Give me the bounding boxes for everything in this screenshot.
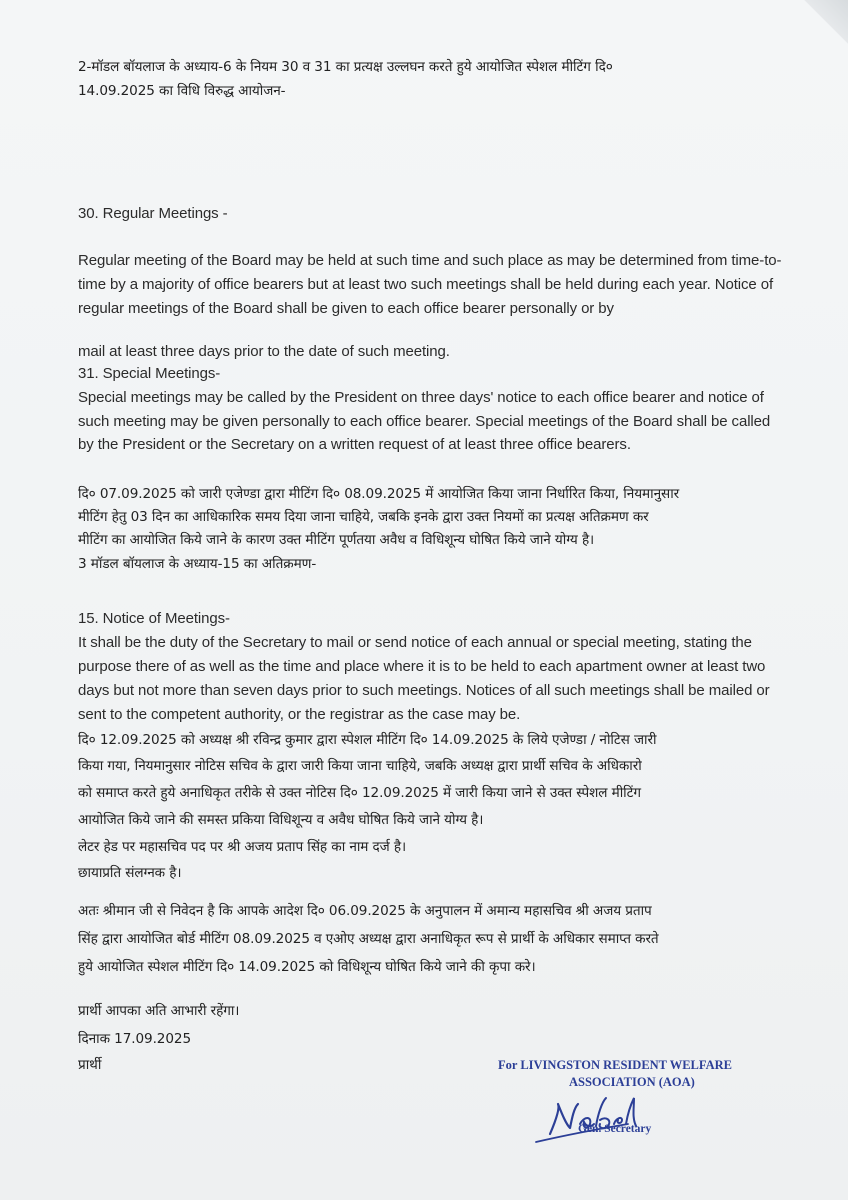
closing-line: प्रार्थी आपका अति आभारी रहेंगा। xyxy=(78,1003,240,1019)
hindi-paragraph-line: को समाप्त करते हुये अनाधिकृत तरीके से उक्त नोटिस दि० 12.09.2025 में जारी किया जाने से उक्त स्पेशल मीटिंग xyxy=(78,785,641,801)
heading-line-1: 2-मॉडल बॉयलाज के अध्याय-6 के नियम 30 व 31 का प्रत्यक्ष उल्लघन करते हुये आयोजित स्पेशल मीटिंग दि० xyxy=(78,59,613,75)
request-paragraph-line: अतः श्रीमान जी से निवेदन है कि आपके आदेश दि० 06.09.2025 के अनुपालन में अमान्य महासचिव श्री अजय प्रताप xyxy=(78,903,652,919)
rule-30-text-line: regular meetings of the Board shall be given to each office bearer personally or by xyxy=(78,300,614,317)
rule-31-text-line: by the President or the Secretary on a written request of at least three office bearers. xyxy=(78,436,631,453)
hindi-paragraph-line: आयोजित किये जाने की समस्त प्रकिया विधिशून्य व अवैध घोषित किये जाने योग्य है। xyxy=(78,812,484,828)
hindi-paragraph-line: मीटिंग का आयोजित किये जाने के कारण उक्त मीटिंग पूर्णतया अवैध व विधिशून्य घोषित किये जाने योग्य है। xyxy=(78,532,595,548)
hindi-paragraph-line: किया गया, नियमानुसार नोटिस सचिव के द्वारा जारी किया जाना चाहिये, जबकि अध्यक्ष द्वारा प्रार्थी सचिव के अधिकारो xyxy=(78,758,642,774)
rule-30-text-line: time by a majority of office bearers but at least two such meetings shall be held during each year. Notice of xyxy=(78,276,774,293)
stamp-line-1: For LIVINGSTON RESIDENT WELFARE xyxy=(498,1058,732,1072)
rule-30-text-line: Regular meeting of the Board may be held at such time and such place as may be determined from time-to- xyxy=(78,252,782,269)
rule-31-heading: 31. Special Meetings- xyxy=(78,365,221,382)
stamp-designation: Gen. Secretary xyxy=(578,1123,652,1135)
rule-15-text-line: sent to the competent authority, or the registrar as the case may be. xyxy=(78,706,521,723)
section-3-heading: 3 मॉडल बॉयलाज के अध्याय-15 का अतिक्रमण- xyxy=(78,556,317,572)
request-paragraph-line: हुये आयोजित स्पेशल मीटिंग दि० 14.09.2025 को विधिशून्य घोषित किये जाने की कृपा करे। xyxy=(78,959,536,975)
date-line: दिनाक 17.09.2025 xyxy=(78,1031,191,1047)
rule-15-text-line: It shall be the duty of the Secretary to mail or send notice of each annual or special meeting, stating the xyxy=(78,634,752,651)
signature-icon xyxy=(532,1090,682,1150)
hindi-paragraph-line: मीटिंग हेतु 03 दिन का आधिकारिक समय दिया जाना चाहिये, जबकि इनके द्वारा उक्त नियमों का प्रत्यक्ष अतिक्रमण कर xyxy=(78,509,649,525)
rule-15-heading: 15. Notice of Meetings- xyxy=(78,610,230,627)
rule-31-text-line: such meeting may be given personally to each office bearer. Special meetings of the Board shall be called xyxy=(78,413,771,430)
hindi-paragraph-line: लेटर हेड पर महासचिव पद पर श्री अजय प्रताप सिंह का नाम दर्ज है। xyxy=(78,839,407,855)
hindi-paragraph-line: दि० 12.09.2025 को अध्यक्ष श्री रविन्द्र कुमार द्वारा स्पेशल मीटिंग दि० 14.09.2025 के लिये एजेण्डा / नोटिस जारी xyxy=(78,732,657,748)
heading-line-2: 14.09.2025 का विधि विरुद्ध आयोजन- xyxy=(78,83,286,99)
rule-30-heading: 30. Regular Meetings - xyxy=(78,205,228,222)
stamp-line-2: ASSOCIATION (AOA) xyxy=(569,1075,695,1089)
request-paragraph-line: सिंह द्वारा आयोजित बोर्ड मीटिंग 08.09.2025 व एओए अध्यक्ष द्वारा अनाधिकृत रूप से प्रार्थी के अधिकार समाप्त करते xyxy=(78,931,659,947)
rule-15-text-line: purpose there of as well as the time and place where it is to be held to each apartment owner at least two xyxy=(78,658,766,675)
rule-31-text-line: Special meetings may be called by the President on three days' notice to each office bearer and notice of xyxy=(78,389,764,406)
folded-corner xyxy=(800,0,848,48)
hindi-paragraph-line: छायाप्रति संलग्नक है। xyxy=(78,865,182,881)
hindi-paragraph-line: दि० 07.09.2025 को जारी एजेण्डा द्वारा मीटिंग दि० 08.09.2025 में आयोजित किया जाना निर्धारित किया, नियमानुसार xyxy=(78,486,680,502)
rule-30-text-line: mail at least three days prior to the date of such meeting. xyxy=(78,343,450,360)
rule-15-text-line: days but not more than seven days prior to such meetings. Notices of all such meetings shall be mailed or xyxy=(78,682,770,699)
applicant-label: प्रार्थी xyxy=(78,1057,102,1073)
